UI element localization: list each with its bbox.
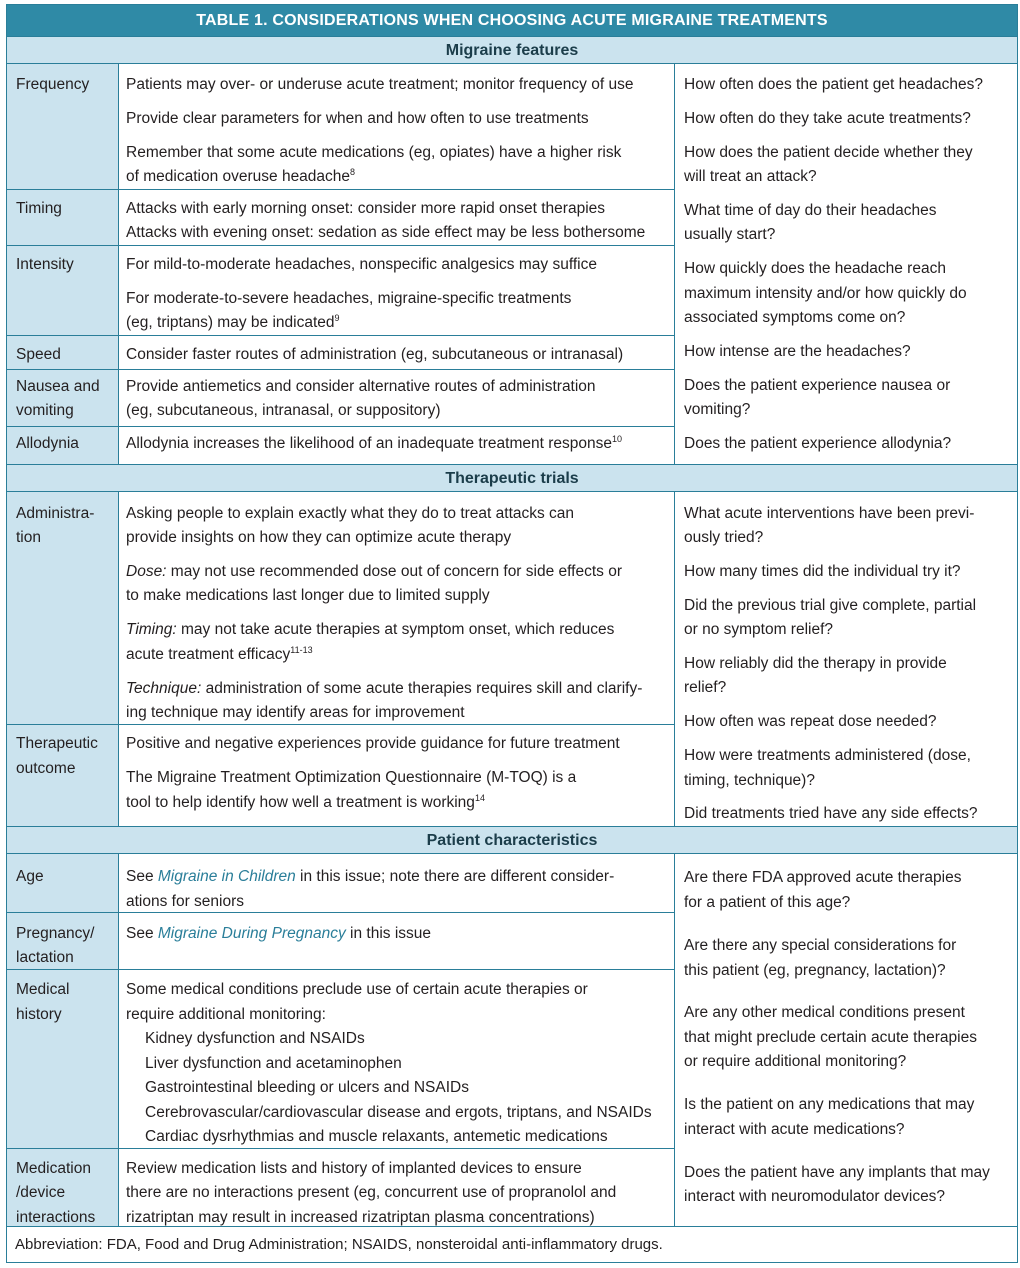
cell-text: there are no interactions present (eg, concurrent use of propranolol and [126, 1184, 617, 1201]
row-divider [7, 969, 675, 970]
cell-text: For mild-to-moderate headaches, nonspecific analgesics may suffice [126, 256, 597, 273]
list-item: Kidney dysfunction and NSAIDs [145, 1030, 365, 1047]
cell-text: Asking people to explain exactly what they do to treat attacks can [126, 505, 575, 522]
question: ously tried? [684, 529, 764, 546]
row-divider [7, 426, 675, 427]
row-label-intensity: Intensity [16, 256, 74, 273]
row-label-pregnancy: lactation [16, 949, 74, 966]
link-migraine-during-pregnancy[interactable]: Migraine During Pregnancy [157, 925, 346, 942]
list-item: Gastrointestinal bleeding or ulcers and NSAIDs [145, 1079, 469, 1096]
row-label-pregnancy: Pregnancy/ [16, 925, 95, 942]
cell-text: ing technique may identify areas for improvement [126, 704, 465, 721]
cell-text: tool to help identify how well a treatment is working$^{14}$ [126, 793, 485, 811]
question: or no symptom relief? [684, 621, 834, 638]
question: Are there FDA approved acute therapies [684, 869, 962, 886]
question: timing, technique)? [684, 772, 815, 789]
question: interact with neuromodulator devices? [684, 1188, 946, 1205]
row-label-age: Age [16, 868, 44, 885]
row-label-therapeutic-outcome: Therapeutic [16, 735, 98, 752]
list-item: Cardiac dysrhythmias and muscle relaxants, antemetic medications [145, 1128, 608, 1145]
cell-text: See Migraine in Children in this issue; note there are different consider- [126, 868, 615, 885]
row-label-administration: tion [16, 529, 41, 546]
table-title: TABLE 1. CONSIDERATIONS WHEN CHOOSING ACUTE MIGRAINE TREATMENTS [7, 5, 1017, 36]
question: Are any other medical conditions present [684, 1004, 965, 1021]
section-header-patient-characteristics: Patient characteristics [7, 826, 1017, 854]
row-label-therapeutic-outcome: outcome [16, 760, 76, 777]
row-label-frequency: Frequency [16, 76, 90, 93]
cell-text: Attacks with early morning onset: consider more rapid onset therapies [126, 200, 606, 217]
abbreviation-footnote: Abbreviation: FDA, Food and Drug Administration; NSAIDS, nonsteroidal anti-inflammatory drugs. [7, 1226, 1017, 1262]
question: interact with acute medications? [684, 1121, 905, 1138]
cell-text: Timing: may not take acute therapies at symptom onset, which reduces [126, 621, 615, 638]
cell-text: See Migraine During Pregnancy in this issue [126, 925, 432, 942]
patient-characteristics-block [7, 854, 1017, 1226]
question: How were treatments administered (dose, [684, 747, 971, 764]
question: How reliably did the therapy in provide [684, 655, 947, 672]
cell-text: of medication overuse headache$^8$ [126, 167, 356, 185]
cell-text: Allodynia increases the likelihood of an inadequate treatment response$^{10}$ [126, 434, 622, 452]
question: What time of day do their headaches [684, 202, 937, 219]
question: or require additional monitoring? [684, 1053, 907, 1070]
section-header-migraine-features: Migraine features [7, 36, 1017, 64]
question: How intense are the headaches? [684, 343, 911, 360]
section-header-therapeutic-trials: Therapeutic trials [7, 464, 1017, 492]
cell-text: provide insights on how they can optimize acute therapy [126, 529, 512, 546]
cell-text: ations for seniors [126, 893, 245, 910]
cell-text: For moderate-to-severe headaches, migraine-specific treatments [126, 290, 572, 307]
question: that might preclude certain acute therapies [684, 1029, 977, 1046]
row-divider [7, 335, 675, 336]
question: associated symptoms come on? [684, 309, 906, 326]
question: Does the patient experience allodynia? [684, 435, 952, 452]
cell-text: Positive and negative experiences provide guidance for future treatment [126, 735, 620, 752]
citation: 14 [474, 793, 485, 803]
link-migraine-in-children[interactable]: Migraine in Children [157, 868, 296, 885]
question: What acute interventions have been previ- [684, 505, 975, 522]
cell-text: Consider faster routes of administration (eg, subcutaneous or intranasal) [126, 346, 624, 363]
row-label-medication-device: interactions [16, 1209, 96, 1226]
question: vomiting? [684, 401, 751, 418]
question: Is the patient on any medications that may [684, 1096, 975, 1113]
migraine-treatment-table [6, 4, 1018, 1263]
row-divider [7, 912, 675, 913]
row-label-administration: Administra- [16, 505, 95, 522]
cell-text: Patients may over- or underuse acute treatment; monitor frequency of use [126, 76, 634, 93]
row-label-medication-device: Medication [16, 1160, 91, 1177]
cell-text: Dose: may not use recommended dose out of concern for side effects or [126, 563, 622, 580]
cell-text: Some medical conditions preclude use of certain acute therapies or [126, 981, 588, 998]
question: Are there any special considerations for [684, 937, 957, 954]
cell-text: Technique: administration of some acute therapies requires skill and clarify- [126, 680, 643, 697]
row-label-medication-device: /device [16, 1184, 66, 1201]
row-label-medical-history: history [16, 1006, 62, 1023]
cell-text: require additional monitoring: [126, 1006, 326, 1023]
question: How often do they take acute treatments? [684, 110, 971, 127]
row-label-medical-history: Medical [16, 981, 70, 998]
question: How does the patient decide whether they [684, 144, 973, 161]
therapeutic-trials-block [7, 492, 1017, 826]
cell-text: The Migraine Treatment Optimization Questionnaire (M-TOQ) is a [126, 769, 577, 786]
migraine-features-block [7, 64, 1017, 464]
question: How quickly does the headache reach [684, 260, 946, 277]
question: Does the patient experience nausea or [684, 377, 951, 394]
question: will treat an attack? [684, 168, 817, 185]
question: Does the patient have any implants that may [684, 1164, 990, 1181]
row-label-nausea: Nausea and [16, 378, 100, 395]
cell-text: Provide antiemetics and consider alternative routes of administration [126, 378, 596, 395]
question: this patient (eg, pregnancy, lactation)? [684, 962, 946, 979]
question: How often does the patient get headaches? [684, 76, 984, 93]
question: How often was repeat dose needed? [684, 713, 937, 730]
row-label-timing: Timing [16, 200, 62, 217]
citation: 9 [334, 313, 340, 323]
row-label-nausea: vomiting [16, 402, 74, 419]
row-divider [7, 369, 675, 370]
cell-text: (eg, subcutaneous, intranasal, or suppository) [126, 402, 441, 419]
cell-text: rizatriptan may result in increased rizatriptan plasma concentrations) [126, 1209, 595, 1226]
cell-text: Provide clear parameters for when and how often to use treatments [126, 110, 589, 127]
citation: 11-13 [290, 645, 313, 655]
citation: 8 [350, 167, 356, 177]
row-label-speed: Speed [16, 346, 61, 363]
row-label-allodynia: Allodynia [16, 435, 79, 452]
cell-text: acute treatment efficacy$^{11-13}$ [126, 645, 313, 663]
question: maximum intensity and/or how quickly do [684, 285, 967, 302]
question: Did treatments tried have any side effects? [684, 805, 978, 822]
list-item: Cerebrovascular/cardiovascular disease and ergots, triptans, and NSAIDs [145, 1104, 652, 1121]
cell-text: Remember that some acute medications (eg, opiates) have a higher risk [126, 144, 622, 161]
cell-text: Attacks with evening onset: sedation as side effect may be less bothersome [126, 224, 646, 241]
cell-text: to make medications last longer due to limited supply [126, 587, 490, 604]
question: for a patient of this age? [684, 894, 851, 911]
list-item: Liver dysfunction and acetaminophen [145, 1055, 402, 1072]
question: How many times did the individual try it? [684, 563, 961, 580]
question: Did the previous trial give complete, partial [684, 597, 977, 614]
cell-text: Review medication lists and history of implanted devices to ensure [126, 1160, 582, 1177]
question: usually start? [684, 226, 776, 243]
cell-text: (eg, triptans) may be indicated$^9$ [126, 313, 340, 331]
question: relief? [684, 679, 727, 696]
citation: 10 [611, 434, 622, 444]
